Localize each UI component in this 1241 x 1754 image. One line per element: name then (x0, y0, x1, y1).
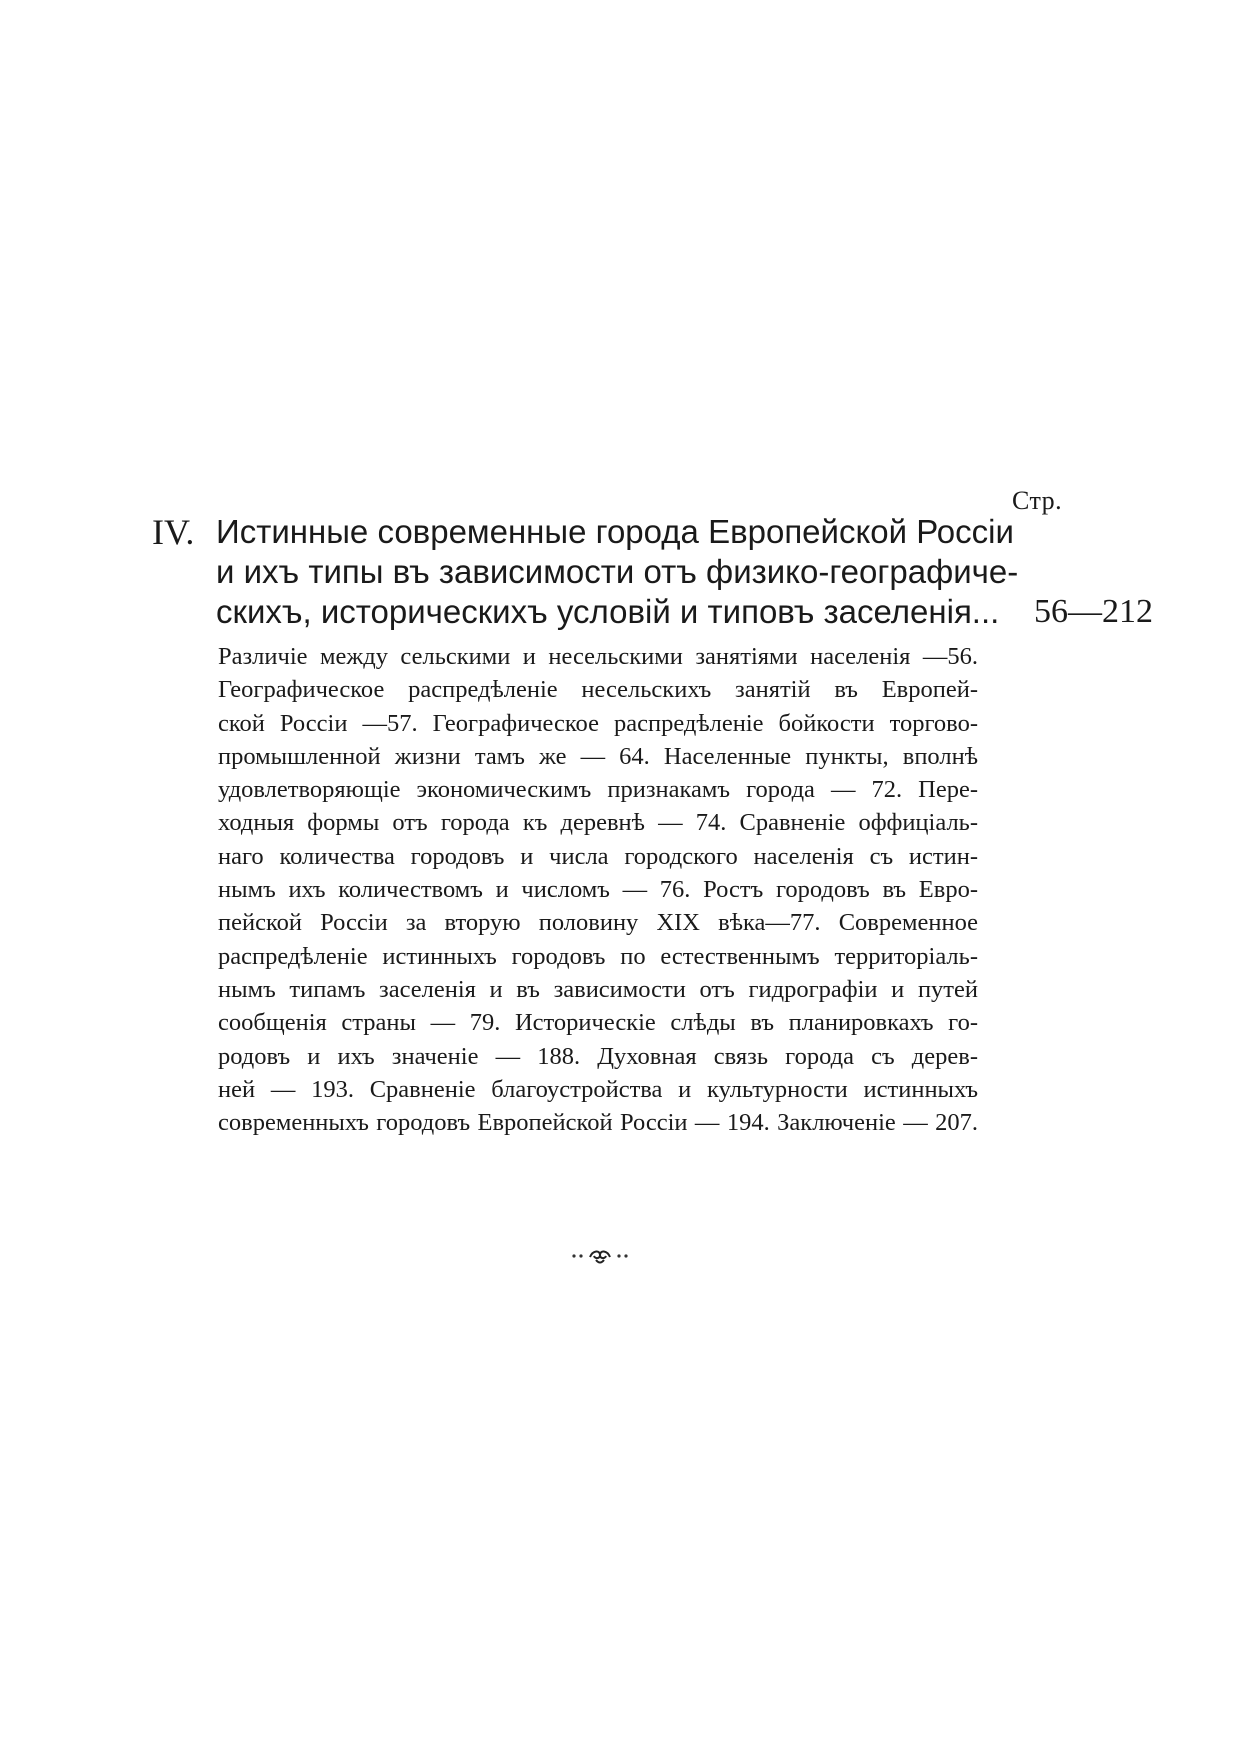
description-line: удовлетворяющіе экономическимъ признакамъ города — 72. Пере- (218, 776, 978, 804)
description-line: нымъ ихъ количествомъ и числомъ — 76. Ростъ городовъ въ Евро- (218, 876, 978, 904)
page-column-label: Стр. (1012, 486, 1063, 515)
description-line: нымъ типамъ заселенія и въ зависимости отъ гидрографіи и путей (218, 975, 978, 1003)
description-line: Географическое распредѣленіе несельскихъ занятій въ Европей- (218, 676, 978, 704)
description-line: промышленной жизни тамъ же — 64. Населенные пункты, вполнѣ (218, 742, 978, 770)
description-line: ской Россіи —57. Географическое распредѣленіе бойкости торгово- (218, 709, 978, 737)
entry-title-line: и ихъ типы въ зависимости отъ физико-географиче- (216, 553, 1019, 590)
entry-description (218, 640, 978, 1139)
description-line: современныхъ городовъ Европейской Россіи — 194. Заключеніе — 207. (218, 1109, 978, 1137)
entry-title-line-last (216, 592, 1153, 632)
entry-title-line: Истинные современные города Европейской Россіи (216, 513, 1014, 550)
description-line: Различіе между сельскими и несельскими занятіями населенія —56. (218, 643, 978, 670)
description-line: ходныя формы отъ города къ деревнѣ — 74. Сравненіе оффиціаль- (218, 809, 978, 837)
description-line: сообщенія страны — 79. Историческіе слѣды въ планировкахъ го- (218, 1009, 978, 1037)
description-line: ней — 193. Сравненіе благоустройства и культурности истинныхъ (218, 1075, 978, 1103)
entry-page-range: 56—212 (1034, 593, 1153, 630)
description-line: наго количества городовъ и числа городского населенія съ истин- (218, 842, 978, 870)
entry-title-line: скихъ, историческихъ условій и типовъ заселенія... (216, 593, 1000, 630)
description-line: родовъ и ихъ значеніе — 188. Духовная связь города съ дерев- (218, 1042, 978, 1070)
description-line: пейской Россіи за вторую половину XIX вѣка—77. Современное (218, 909, 978, 937)
entry-title (216, 512, 1153, 632)
fleuron-icon (560, 1244, 640, 1268)
entry-number: IV. (152, 512, 195, 552)
description-line: распредѣленіе истинныхъ городовъ по естественнымъ территоріаль- (218, 942, 978, 970)
